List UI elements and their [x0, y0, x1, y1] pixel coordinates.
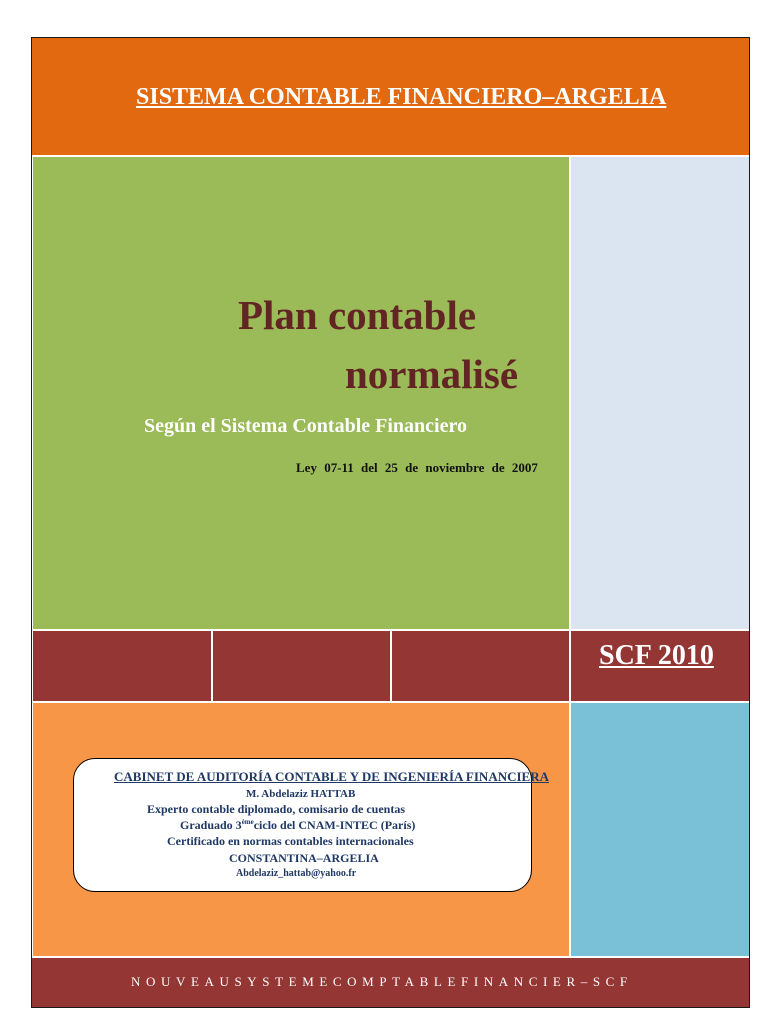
band-cell-1 — [33, 631, 211, 701]
author-email: Abdelaziz_hattab@yahoo.fr — [236, 868, 357, 879]
author-name: M. Abdelaziz HATTAB — [246, 788, 356, 800]
document-title-line-1: Plan contable — [238, 292, 477, 338]
document-subtitle: Según el Sistema Contable Financiero — [144, 415, 467, 437]
degree-suffix: ciclo del CNAM-INTEC (París) — [253, 818, 416, 832]
side-panel-cyan — [571, 703, 749, 956]
header-banner — [32, 38, 749, 155]
header-title: SISTEMA CONTABLE FINANCIERO–ARGELIA — [136, 84, 667, 110]
degree-prefix: Graduado 3 — [180, 818, 242, 832]
scf-edition-label: SCF 2010 — [599, 640, 714, 671]
document-title-line-2: normalisé — [345, 351, 519, 397]
author-card — [73, 758, 549, 892]
law-reference: Ley 07-11 del 25 de noviembre de 2007 — [296, 460, 538, 475]
author-certification: Certificado en normas contables internacionales — [167, 834, 414, 848]
author-panel — [33, 703, 569, 956]
author-city: CONSTANTINA–ARGELIA — [229, 851, 379, 865]
band-cell-3 — [392, 631, 569, 701]
footer-banner — [32, 958, 749, 1007]
band-cell-badge — [571, 631, 749, 701]
author-role: Experto contable diplomado, comisario de cuentas — [147, 802, 405, 816]
cabinet-name: CABINET DE AUDITORÍA CONTABLE Y DE INGENIERÍA FINANCIERA — [114, 769, 549, 784]
side-panel-light-blue — [571, 157, 749, 629]
degree-superscript: ème — [241, 818, 254, 826]
footer-text: NOUVEAUSYSTEMECOMPTABLEFINANCIER–SCF — [131, 974, 633, 989]
band-cell-2 — [213, 631, 390, 701]
title-panel — [33, 157, 569, 629]
author-degree — [180, 818, 415, 833]
